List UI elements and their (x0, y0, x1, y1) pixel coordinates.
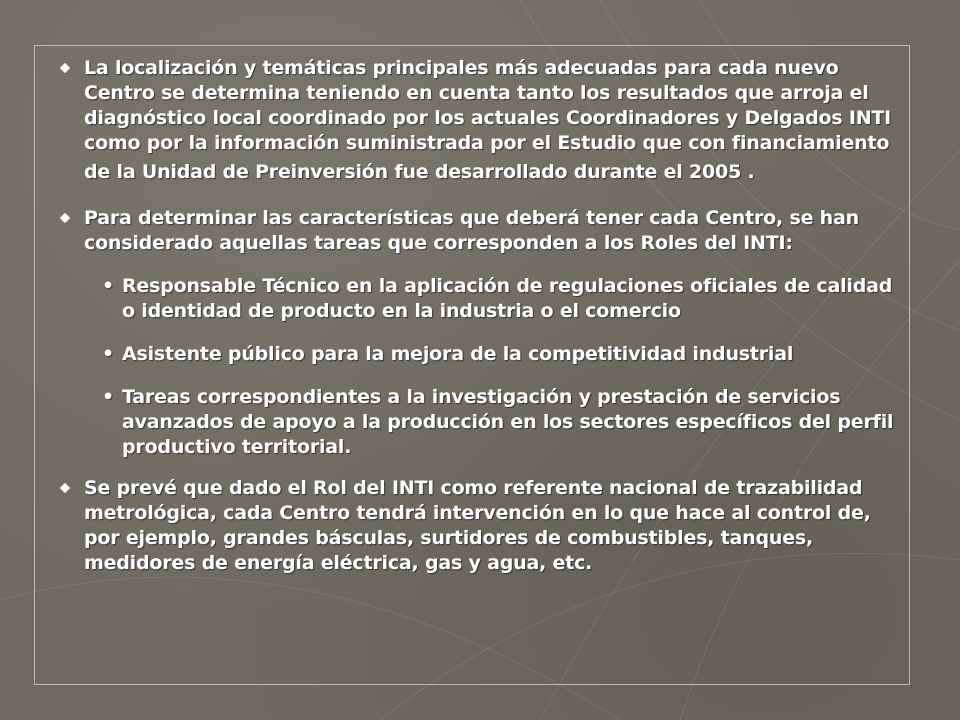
diamond-bullet-icon (60, 63, 70, 73)
sub-bullet-marker: • (102, 343, 114, 365)
sub-bullet-marker: • (102, 275, 114, 297)
sub-item-text: Responsable Técnico en la aplicación de regulaciones oficiales de calidad o identidad de producto en la industria o el comercio (122, 275, 893, 322)
sub-item-text: Tareas correspondientes a la investigación y prestación de servicios avanzados de apoyo a la producción en los sectores específicos del perfil productivo territorial. (122, 386, 894, 458)
bullet-text-continued: Preinversión fue desarrollado durante el 2005 . (255, 161, 755, 183)
diamond-bullet-icon (60, 213, 70, 223)
bullet-item (58, 476, 908, 576)
bullet-item (58, 206, 908, 256)
sub-item (58, 385, 908, 460)
sub-item (58, 274, 908, 324)
sub-item (58, 342, 908, 367)
sub-bullet-marker: • (102, 386, 114, 408)
bullet-text: Se prevé que dado el Rol del INTI como referente nacional de trazabilidad metrológica, cada Centro tendrá intervención en lo que hace al control de, por ejemplo, grandes básculas, surtidores de combustibles, tanques, medidores de energía eléctrica, gas y agua, etc. (84, 477, 871, 574)
sub-item-text: Asistente público para la mejora de la competitividad industrial (122, 343, 794, 365)
sub-list (58, 274, 908, 460)
bullet-item (58, 56, 908, 188)
slide-content (58, 56, 908, 576)
bullet-text: Para determinar las características que deberá tener cada Centro, se han considerado aquellas tareas que corresponden a los Roles del INTI: (84, 207, 859, 254)
diamond-bullet-icon (60, 483, 70, 493)
bullet-text: La localización y temáticas principales más adecuadas para cada nuevo Centro se determina teniendo en cuenta tanto los resultados que arroja el diagnóstico local coordinado por los actuales Coordinadores y Delgados INTI como por la información suministrada por el Estudio que con financiamiento de la Unidad de (84, 57, 892, 183)
